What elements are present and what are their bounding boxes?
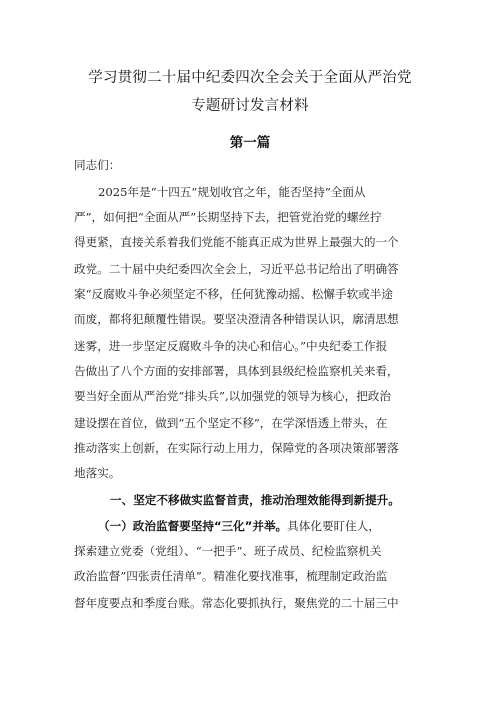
paragraph-line: 推动落实上创新，在实际行动上用力，保障党的各项决策部署落 (74, 441, 399, 455)
paragraph-line: 告做出了八个方面的安排部署，具体到县级纪检监察机关来看， (74, 364, 399, 378)
paragraph-line: 2025年是“十四五”规划收官之年，能否坚持“全面从 (98, 185, 366, 199)
paragraph-line: 案“反腐败斗争必须坚定不移，任何犹豫动摇、松懈手软或半途 (74, 287, 393, 301)
paragraph-line: 地落实。 (74, 466, 121, 480)
section-heading: 一、坚定不移做实监督首责，推动治理效能得到新提升。 (110, 493, 400, 507)
document-title-line-1: 学习贯彻二十届中纪委四次全会关于全面从严治党 (88, 70, 412, 86)
paragraph-line: 得更紧，直接关系着我们党能不能真正成为世界上最强大的一个 (74, 235, 399, 249)
paragraph-line: 督年度要点和季度台账。常态化要抓执行，聚焦党的二十届三中 (74, 596, 399, 610)
paragraph-line: 探索建立党委（党组）、“一把手”、班子成员、纪检监察机关 (74, 544, 382, 558)
salutation: 同志们： (74, 158, 121, 172)
paragraph-line: 政党。二十届中央纪委四次全会上，习近平总书记给出了明确答 (74, 262, 399, 276)
chapter-heading: 第一篇 (229, 135, 271, 151)
paragraph-line: 要当好全面从严治党“排头兵”,以加强党的领导为核心，把政治 (74, 389, 391, 403)
paragraph-line: 政治监督”四张责任清单”。精准化要找准事，梳理制定政治监 (74, 569, 388, 583)
paragraph-line: 严”，如何把“全面从严”长期坚持下去，把管党治党的螺丝拧 (74, 210, 382, 224)
subsection-line (98, 518, 380, 534)
paragraph-line: 建设摆在首位，做到“五个坚定不移”，在学深悟透上带头，在 (74, 416, 388, 430)
paragraph-line: 迷雾，进一步坚定反腐败斗争的决心和信心。”中央纪委工作报 (74, 339, 388, 353)
document-title-line-2: 专题研讨发言材料 (191, 98, 309, 114)
paragraph-line: 而废，都将犯颠覆性错误。要坚决澄清各种错误认识，廓清思想 (74, 312, 399, 326)
paragraph-text: 具体化要盯住人， (287, 519, 380, 533)
subsection-heading: （一）政治监督要坚持“三化”并举。 (98, 519, 288, 533)
